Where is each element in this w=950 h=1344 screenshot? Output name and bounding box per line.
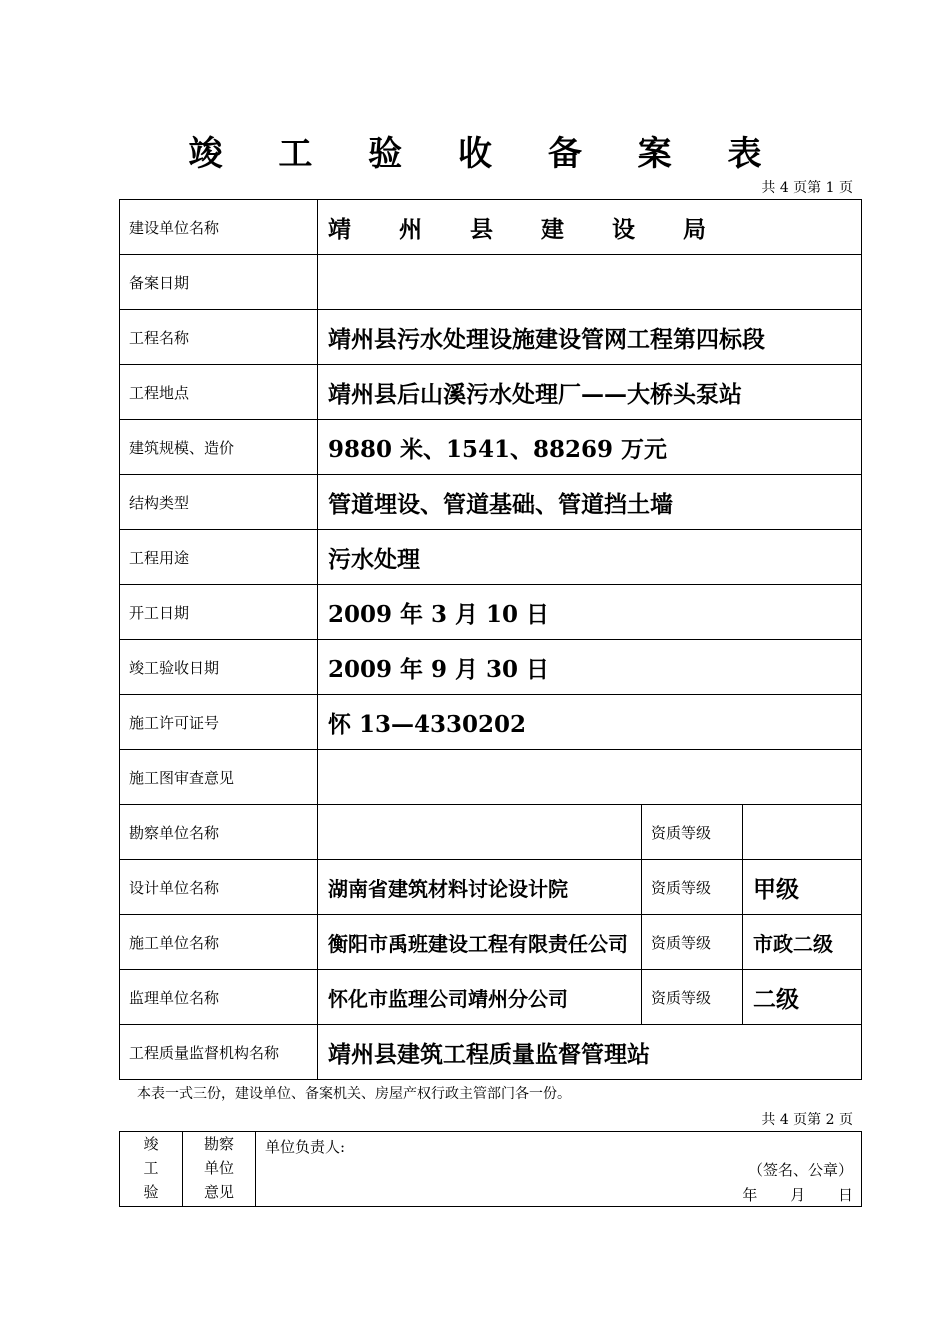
row-label: 竣工验收日期 bbox=[120, 640, 318, 695]
qualification-label: 资质等级 bbox=[642, 860, 743, 915]
row-label: 监理单位名称 bbox=[120, 970, 318, 1025]
page-number-2: 共 4 页第 2 页 bbox=[761, 1112, 853, 1128]
table-row bbox=[120, 970, 862, 1025]
table-row bbox=[120, 585, 862, 640]
row-label: 施工许可证号 bbox=[120, 695, 318, 750]
table-row bbox=[120, 420, 862, 475]
table-row bbox=[120, 530, 862, 585]
table-row bbox=[120, 1132, 862, 1207]
filing-date-value bbox=[318, 255, 862, 310]
table-row bbox=[120, 365, 862, 420]
supervision-qualification-value: 二级 bbox=[743, 970, 862, 1025]
table-row bbox=[120, 805, 862, 860]
survey-qualification-value bbox=[743, 805, 862, 860]
construction-unit-value: 靖 州 县 建 设 局 bbox=[318, 200, 862, 255]
row-label: 建设单位名称 bbox=[120, 200, 318, 255]
project-name-value: 靖州县污水处理设施建设管网工程第四标段 bbox=[318, 310, 862, 365]
page-title: 竣 工 验 收 备 案 表 bbox=[188, 134, 784, 174]
qualification-label: 资质等级 bbox=[642, 805, 743, 860]
table-row bbox=[120, 860, 862, 915]
row-label: 工程地点 bbox=[120, 365, 318, 420]
copies-note: 本表一式三份，建设单位、备案机关、房屋产权行政主管部门各一份。 bbox=[137, 1086, 571, 1102]
row-label: 设计单位名称 bbox=[120, 860, 318, 915]
supervision-company-value: 怀化市监理公司靖州分公司 bbox=[318, 970, 642, 1025]
acceptance-opinion-table bbox=[119, 1131, 862, 1207]
date-line: 年 月 日 bbox=[742, 1186, 853, 1204]
table-row bbox=[120, 1025, 862, 1080]
row-label: 开工日期 bbox=[120, 585, 318, 640]
qualification-label: 资质等级 bbox=[642, 915, 743, 970]
table-row bbox=[120, 310, 862, 365]
table-row bbox=[120, 640, 862, 695]
completion-date-value: 2009 年 9 月 30 日 bbox=[318, 640, 862, 695]
survey-opinion-cell bbox=[256, 1132, 862, 1207]
signature-seal-label: （签名、公章） bbox=[747, 1161, 853, 1179]
construction-company-value: 衡阳市禹班建设工程有限责任公司 bbox=[318, 915, 642, 970]
quality-station-value: 靖州县建筑工程质量监督管理站 bbox=[318, 1025, 862, 1080]
responsible-person-label: 单位负责人: bbox=[265, 1138, 346, 1156]
row-label: 工程名称 bbox=[120, 310, 318, 365]
filing-form-table bbox=[119, 199, 862, 1080]
row-label: 备案日期 bbox=[120, 255, 318, 310]
row-label: 结构类型 bbox=[120, 475, 318, 530]
table-row bbox=[120, 915, 862, 970]
row-label: 建筑规模、造价 bbox=[120, 420, 318, 475]
row-label: 工程用途 bbox=[120, 530, 318, 585]
table-row bbox=[120, 200, 862, 255]
permit-number-value: 怀 13—4330202 bbox=[318, 695, 862, 750]
design-qualification-value: 甲级 bbox=[743, 860, 862, 915]
row-label: 施工图审查意见 bbox=[120, 750, 318, 805]
table-row bbox=[120, 255, 862, 310]
row-label: 勘察单位名称 bbox=[120, 805, 318, 860]
scale-cost-value: 9880 米、1541、88269 万元 bbox=[318, 420, 862, 475]
acceptance-vertical-label: 竣 工 验 bbox=[120, 1132, 183, 1207]
row-label: 施工单位名称 bbox=[120, 915, 318, 970]
design-unit-value: 湖南省建筑材料讨论设计院 bbox=[318, 860, 642, 915]
project-location-value: 靖州县后山溪污水处理厂——大桥头泵站 bbox=[318, 365, 862, 420]
qualification-label: 资质等级 bbox=[642, 970, 743, 1025]
table-row bbox=[120, 695, 862, 750]
survey-opinion-label: 勘察 单位 意见 bbox=[183, 1132, 256, 1207]
table-row bbox=[120, 475, 862, 530]
drawing-review-value bbox=[318, 750, 862, 805]
project-purpose-value: 污水处理 bbox=[318, 530, 862, 585]
start-date-value: 2009 年 3 月 10 日 bbox=[318, 585, 862, 640]
survey-unit-value bbox=[318, 805, 642, 860]
construction-qualification-value: 市政二级 bbox=[743, 915, 862, 970]
row-label: 工程质量监督机构名称 bbox=[120, 1025, 318, 1080]
table-row bbox=[120, 750, 862, 805]
structure-type-value: 管道埋设、管道基础、管道挡土墙 bbox=[318, 475, 862, 530]
page-number-1: 共 4 页第 1 页 bbox=[761, 180, 853, 196]
